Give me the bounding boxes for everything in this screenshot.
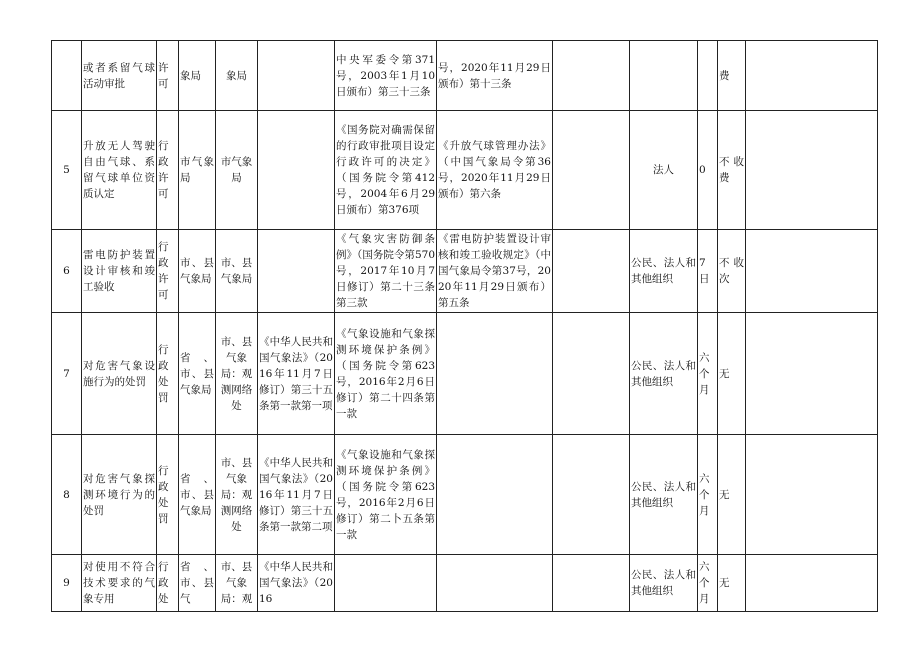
legal-basis-law-cell: 《中华人民共和国气象法》（2016 (258, 555, 335, 612)
remarks-cell (746, 555, 878, 612)
remarks-cell (746, 435, 878, 555)
fee-standard-cell: 不收费 (718, 111, 746, 230)
item-name-cell: 或者系留气球活动审批 (82, 41, 157, 111)
legal-basis-law-cell (258, 230, 335, 313)
legal-basis-rule-cell: 《雷电防护装置设计审核和竣工验收规定》（中国气象局令第37号，2020年11月29日颁布）第五条 (437, 230, 553, 313)
item-type-cell: 行政许可 (157, 230, 179, 313)
table-row (52, 435, 878, 555)
item-type-cell: 行政许可 (157, 111, 179, 230)
legal-basis-law-cell: 《中华人民共和国气象法》（2016年11月7日修订）第三十五条第一款第一项 (258, 313, 335, 435)
item-name-cell: 对危害气象探测环境行为的处罚 (82, 435, 157, 555)
table-body (52, 41, 878, 612)
implementing-body-cell: 市、县气象局 (216, 230, 258, 313)
fee-standard-cell: 无 (718, 313, 746, 435)
competent-department-cell: 市、县气象局 (179, 230, 216, 313)
other-basis-cell (553, 230, 630, 313)
fee-standard-cell: 费 (718, 41, 746, 111)
remarks-cell (746, 230, 878, 313)
legal-basis-rule-cell (437, 555, 553, 612)
service-target-cell: 公民、法人和其他组织 (630, 555, 698, 612)
competent-department-cell: 象局 (179, 41, 216, 111)
implementing-body-cell: 市、县气象局：观测网络处 (216, 435, 258, 555)
other-basis-cell (553, 435, 630, 555)
row-number-cell: 5 (52, 111, 82, 230)
service-target-cell: 公民、法人和其他组织 (630, 313, 698, 435)
remarks-cell (746, 41, 878, 111)
other-basis-cell (553, 555, 630, 612)
fee-standard-cell: 不收次 (718, 230, 746, 313)
legal-basis-law-cell (258, 41, 335, 111)
service-target-cell: 公民、法人和其他组织 (630, 435, 698, 555)
table-row (52, 111, 878, 230)
legal-basis-rule-cell (437, 435, 553, 555)
legal-basis-regulation-cell: 《气象灾害防御条例》（国务院令第570号，2017年10月7日修订）第二十三条第三款 (335, 230, 437, 313)
legal-basis-regulation-cell: 《国务院对确需保留的行政审批项目设定行政许可的决定》（国务院令第412号，2004年6月29日颁布）第376项 (335, 111, 437, 230)
item-name-cell: 对使用不符合技术要求的气象专用 (82, 555, 157, 612)
legal-basis-regulation-cell: 《气象设施和气象探测环境保护条例》（国务院令第623号，2016年2月6日修订）第二十四条第一款 (335, 313, 437, 435)
other-basis-cell (553, 313, 630, 435)
item-name-cell: 雷电防护装置设计审核和竣工验收 (82, 230, 157, 313)
service-target-cell (630, 41, 698, 111)
table-row (52, 41, 878, 111)
legal-basis-rule-cell: 号，2020年11月29日颁布）第十三条 (437, 41, 553, 111)
row-number-cell: 6 (52, 230, 82, 313)
competent-department-cell: 市气象局 (179, 111, 216, 230)
item-name-cell: 升放无人驾驶自由气球、系留气球单位资质认定 (82, 111, 157, 230)
legal-basis-regulation-cell (335, 555, 437, 612)
row-number-cell (52, 41, 82, 111)
competent-department-cell: 省、市、县气象局 (179, 313, 216, 435)
table-row (52, 313, 878, 435)
row-number-cell: 9 (52, 555, 82, 612)
time-limit-cell: 六个月 (698, 435, 718, 555)
item-name-cell: 对危害气象设施行为的处罚 (82, 313, 157, 435)
legal-basis-law-cell (258, 111, 335, 230)
implementing-body-cell: 象局 (216, 41, 258, 111)
permit-table (51, 40, 878, 612)
remarks-cell (746, 111, 878, 230)
implementing-body-cell: 市、县气象局：观 (216, 555, 258, 612)
time-limit-cell: 0 (698, 111, 718, 230)
remarks-cell (746, 313, 878, 435)
legal-basis-law-cell: 《中华人民共和国气象法》（2016年11月7日修订）第三十五条第一款第二项 (258, 435, 335, 555)
service-target-cell: 公民、法人和其他组织 (630, 230, 698, 313)
legal-basis-rule-cell: 《升放气球管理办法》（中国气象局令第36号，2020年11月29日颁布）第六条 (437, 111, 553, 230)
time-limit-cell: 7日 (698, 230, 718, 313)
implementing-body-cell: 市、县气象局：观测网络处 (216, 313, 258, 435)
item-type-cell: 行政处罚 (157, 435, 179, 555)
fee-standard-cell: 无 (718, 435, 746, 555)
table-row (52, 555, 878, 612)
item-type-cell: 行政处 (157, 555, 179, 612)
legal-basis-rule-cell (437, 313, 553, 435)
legal-basis-regulation-cell: 《气象设施和气象探测环境保护条例》（国务院令第623号，2016年2月6日修订）第二卜五条第一款 (335, 435, 437, 555)
other-basis-cell (553, 41, 630, 111)
item-type-cell: 行政处罚 (157, 313, 179, 435)
service-target-cell: 法人 (630, 111, 698, 230)
table-row (52, 230, 878, 313)
fee-standard-cell: 无 (718, 555, 746, 612)
legal-basis-regulation-cell: 中央军委令第371号，2003年1月10日颁布）第三十三条 (335, 41, 437, 111)
competent-department-cell: 省、市、县气象局 (179, 435, 216, 555)
time-limit-cell: 六个月 (698, 313, 718, 435)
row-number-cell: 7 (52, 313, 82, 435)
other-basis-cell (553, 111, 630, 230)
implementing-body-cell: 市气象局 (216, 111, 258, 230)
row-number-cell: 8 (52, 435, 82, 555)
time-limit-cell (698, 41, 718, 111)
time-limit-cell: 六个月 (698, 555, 718, 612)
competent-department-cell: 省、市、县气 (179, 555, 216, 612)
item-type-cell: 许可 (157, 41, 179, 111)
